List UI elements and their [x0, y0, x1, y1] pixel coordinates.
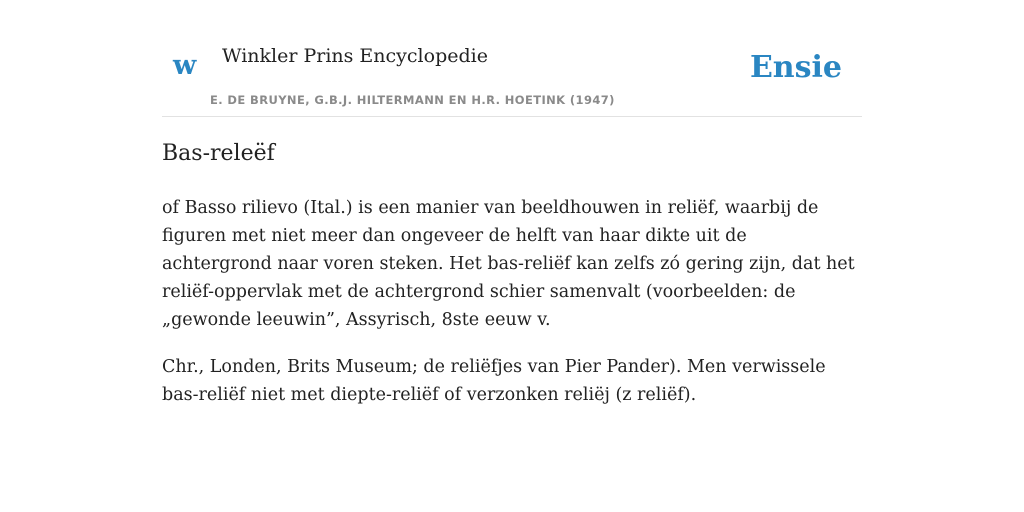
entry-paragraph: Chr., Londen, Brits Museum; de reliëfjes van Pier Pander). Men verwissele bas-reliëf niet met diepte-reliëf of verzonken reliëj (z reliëf).	[162, 357, 826, 405]
entry-article	[162, 138, 862, 409]
entry-title: Bas-releëf	[162, 141, 275, 166]
source-title[interactable]: Winkler Prins Encyclopedie	[222, 45, 488, 67]
brand-logo[interactable]: Ensie	[749, 50, 842, 85]
source-header	[162, 0, 862, 117]
entry-paragraph: of Basso rilievo (Ital.) is een manier van beeldhouwen in reliëf, waarbij de figuren met niet meer dan ongeveer de helft van haar dikte uit de achtergrond naar voren steken. Het bas-reliëf kan zelfs zó gering zijn, dat het reliëf-oppervlak met de achtergrond schier samenvalt (voorbeelden: de „gewonde leeuwin”, Assyrisch, 8ste eeuw v.	[162, 198, 855, 330]
source-logo[interactable]: w	[173, 50, 197, 81]
source-authors: E. DE BRUYNE, G.B.J. HILTERMANN EN H.R. HOETINK (1947)	[210, 93, 615, 107]
